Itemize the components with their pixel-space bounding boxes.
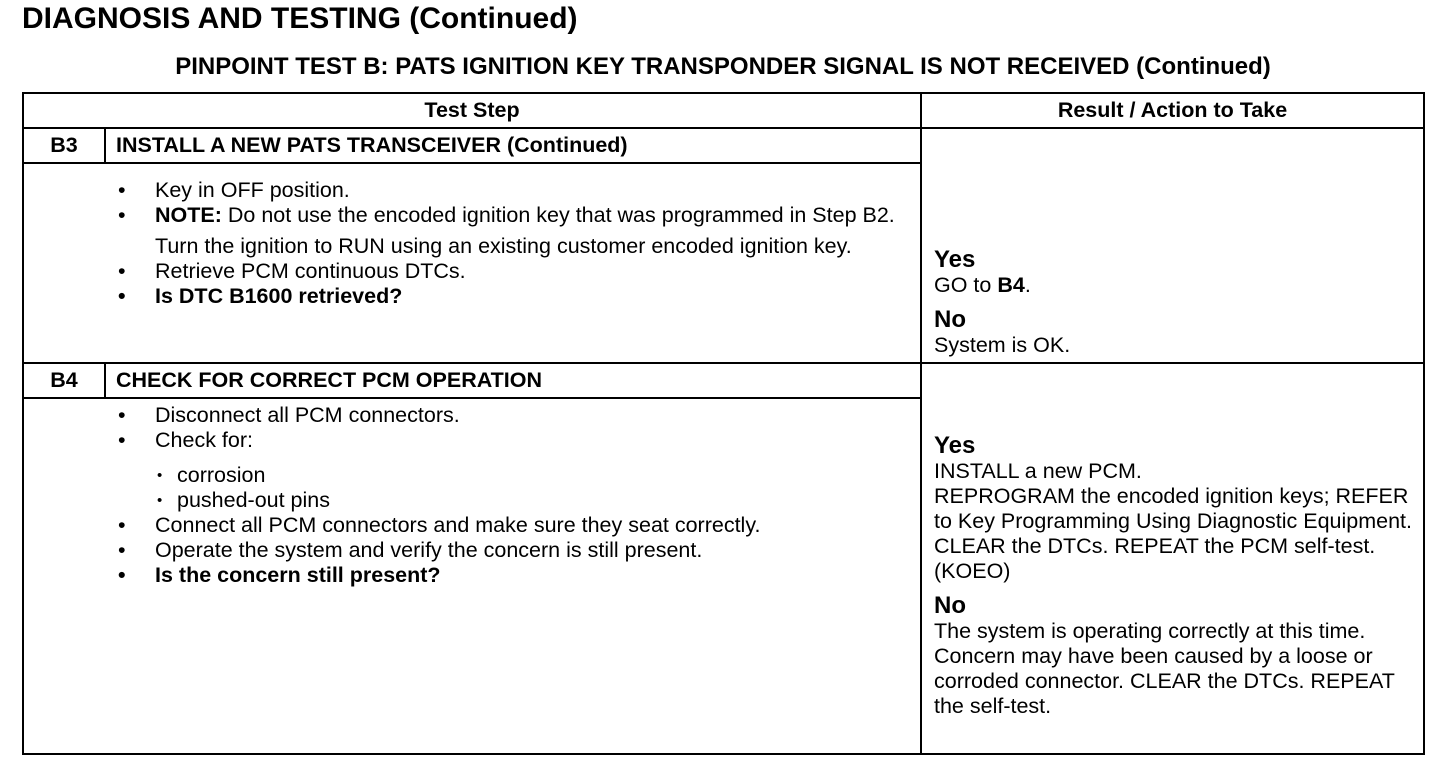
step-b4-title: CHECK FOR CORRECT PCM OPERATION [105,363,921,398]
step-b3-result [921,128,1424,363]
b3-note-text: Do not use the encoded ignition key that was programmed in Step B2. [227,203,895,227]
step-b4-body [23,398,921,754]
b4-yes-line-1: INSTALL a new PCM. [934,459,1142,483]
step-b4-result [921,363,1424,754]
step-b3-id: B3 [23,128,105,163]
step-b3-title-row [23,128,1424,163]
step-b4-title-row [23,363,1424,398]
test-step-header: Test Step [23,93,921,128]
b3-yes-text-post: . [1024,273,1031,297]
b4-question: • Is the concern still present? [115,563,920,588]
b3-yes-action [934,273,1419,298]
b3-yes-label: Yes [934,246,976,273]
b3-no-action: System is OK. [934,333,1071,357]
b4-no-action: The system is operating correctly at this time. Concern may have been caused by a loose or corroded connector. CLEAR the DTCs. REPEAT the self-test. [934,619,1395,718]
b4-item-3: • Connect all PCM connectors and make sure they seat correctly. [115,513,920,538]
b4-yes-label: Yes [934,432,976,459]
b3-no-label: No [934,306,966,333]
b3-yes-step-link: B4 [997,273,1025,297]
result-action-header: Result / Action to Take [921,93,1424,128]
b4-yes-line-3: CLEAR the DTCs. REPEAT the PCM self-test. (KOEO) [934,534,1376,583]
b3-note-continuation: Turn the ignition to RUN using an existing customer encoded ignition key. [155,234,852,258]
b4-item-2: • Check for: [115,428,920,453]
b4-sub-item-1: • corrosion [155,463,920,488]
b4-no-label: No [934,592,966,619]
step-b3-title: INSTALL A NEW PATS TRANSCEIVER (Continued) [105,128,921,163]
b4-sub-item-2: • pushed-out pins [155,488,920,513]
page-title: DIAGNOSIS AND TESTING (Continued) [22,2,578,35]
step-b4-id: B4 [23,363,105,398]
b3-item-2 [115,203,920,228]
pinpoint-test-table [22,92,1425,755]
table-header-row [23,93,1424,128]
b3-yes-text-pre: GO to [934,273,998,297]
b4-yes-line-2: REPROGRAM the encoded ignition keys; REFER to Key Programming Using Diagnostic Equipment. [934,484,1412,533]
b3-item-3: • Retrieve PCM continuous DTCs. [115,259,920,284]
b3-item-1: • Key in OFF position. [115,178,920,203]
b4-item-1: • Disconnect all PCM connectors. [115,403,920,428]
b3-question: • Is DTC B1600 retrieved? [115,284,920,309]
b4-item-4: • Operate the system and verify the concern is still present. [115,538,920,563]
pinpoint-test-title: PINPOINT TEST B: PATS IGNITION KEY TRANSPONDER SIGNAL IS NOT RECEIVED (Continued) [175,53,1271,80]
b3-note-label: NOTE: [155,203,222,227]
step-b3-body [23,163,921,363]
